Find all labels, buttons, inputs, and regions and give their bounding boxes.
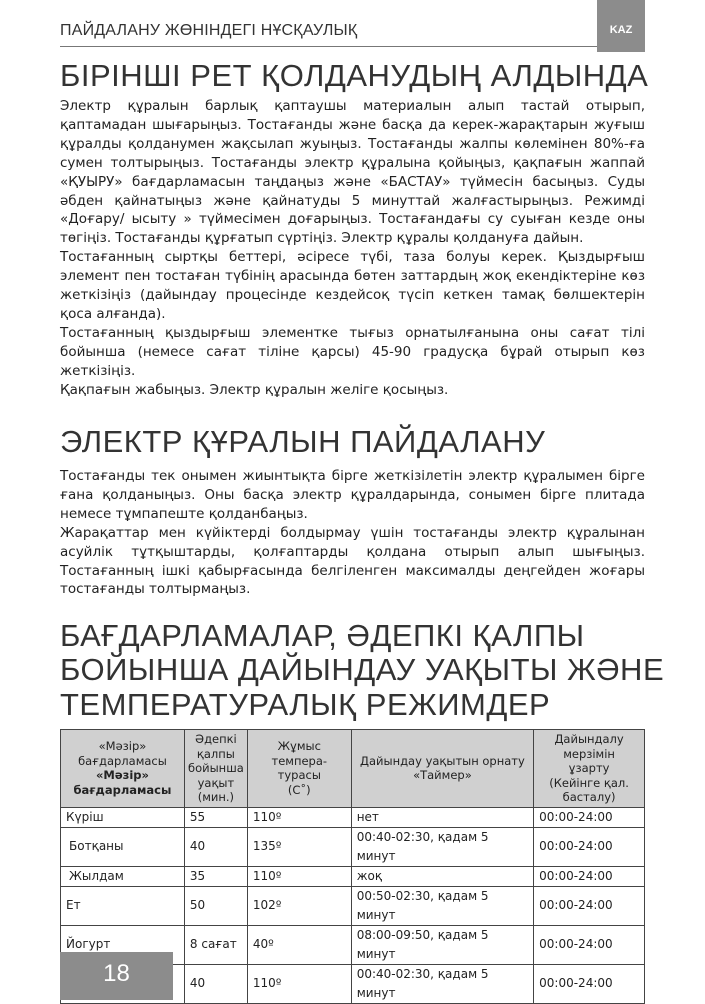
timer-range: 00:40-02:30, қадам 5 минут xyxy=(351,827,533,866)
temperature: 110º xyxy=(247,807,351,827)
header-divider xyxy=(60,46,597,47)
default-time: 55 xyxy=(184,807,247,827)
timer-range: 08:00-09:50, қадам 5 минут xyxy=(351,925,533,964)
header-menu-program: «Мәзір» бағдарламасы «Мәзір» бағдарламасы xyxy=(61,730,185,808)
paragraph: Электр құралын барлық қаптаушы материалын алып тастай отырып, қаптамадан шығарыңыз. Тостағанды және басқа да керек-жарақтарын жуғыш құралды қолданумен жақсылап жуыңыз. Тостағанды жалпы көлемінен 80%-ға сумен толтырыңыз. Тостағанды электр құралына қойыңыз, қақпағын жаппай «ҚУЫРУ» бағдарламасын таңдаңыз және «БАСТАУ» түймесін басыңыз. Суды әбден қайнатыңыз және қайнатуды 5 минуттай жалғастырыңыз. Режимді «Доғару/ ысыту » түймесімен доғарыңыз. Тостағандағы су суыған кезде оны төгіңіз. Тостағанды құрғатып сүртіңіз. Электр құралы қолдануға дайын. xyxy=(60,98,645,247)
section-title-programs-line1: БАҒДАРЛАМАЛАР, ӘДЕПКІ ҚАЛПЫ xyxy=(60,618,585,653)
header-title: ПАЙДАЛАНУ ЖӨНІНДЕГІ НҰСҚАУЛЫҚ xyxy=(60,22,358,39)
section-body-before-first-use xyxy=(60,97,645,400)
default-time: 50 xyxy=(184,886,247,925)
table-header-row xyxy=(61,730,645,808)
table-row xyxy=(61,866,645,886)
delay-range: 00:00-24:00 xyxy=(534,827,645,866)
paragraph: Тостағанның сыртқы беттері, әсіресе түбі, таза болуы керек. Қыздырғыш элемент пен тостаған түбінің арасында бөтен заттардың жоқ екендіктеріне көз жеткізіңіз (дайындау процесінде кездейсоқ түсіп кеткен тамақ бөлшектерін қоса алғанда). xyxy=(60,249,645,322)
default-time: 40 xyxy=(184,964,247,1003)
paragraph: Қақпағын жабыңыз. Электр құралын желіге қосыңыз. xyxy=(60,381,449,398)
table-row xyxy=(61,807,645,827)
program-name: Ботқаны xyxy=(61,827,185,866)
table-row xyxy=(61,886,645,925)
delay-range: 00:00-24:00 xyxy=(534,866,645,886)
header-delay-start: Дайындалу мерзімін ұзарту (Кейінге қал. басталу) xyxy=(534,730,645,808)
default-time: 35 xyxy=(184,866,247,886)
timer-range: 00:40-02:30, қадам 5 минут xyxy=(351,964,533,1003)
default-time: 40 xyxy=(184,827,247,866)
timer-range: 00:50-02:30, қадам 5 минут xyxy=(351,886,533,925)
section-title-programs-line2: БОЙЫНША ДАЙЫНДАУ УАҚЫТЫ ЖӘНЕ xyxy=(60,652,665,687)
temperature: 102º xyxy=(247,886,351,925)
default-time: 8 сағат xyxy=(184,925,247,964)
paragraph: Жарақаттар мен күйіктерді болдырмау үшін тостағанды электр құралынан асуйлік тұтқыштарды, қолғаптарды қолдана отырып алып шығыңыз. Тостағанның ішкі қабырғасында белгіленген максималды деңгейден жоғары тостағанды толтырмаңыз. xyxy=(60,524,645,598)
temperature: 110º xyxy=(247,964,351,1003)
header-timer: Дайындау уақытын орнату «Таймер» xyxy=(351,730,533,808)
table-row xyxy=(61,827,645,866)
section-title-before-first-use: БІРІНШІ РЕТ ҚОЛДАНУДЫҢ АЛДЫНДА xyxy=(60,58,649,93)
page-number: 18 xyxy=(60,952,173,1000)
paragraph: Тостағанның қыздырғыш элементке тығыз орнатылғанына оны сағат тілі бойынша (немесе сағат тіліне қарсы) 45-90 градусқа бұрай отырып көз жеткізіңіз. xyxy=(60,324,645,379)
section-title-using-device: ЭЛЕКТР ҚҰРАЛЫН ПАЙДАЛАНУ xyxy=(60,424,546,459)
temperature: 110º xyxy=(247,866,351,886)
section-body-using-device xyxy=(60,467,645,599)
header-default-time: Әдепкі қалпы бойынша уақыт (мин.) xyxy=(184,730,247,808)
paragraph: Тостағанды тек онымен жиынтықта бірге жеткізілетін электр құралымен бірге ғана қолданыңыз. Оны басқа электр құралдарында, сонымен бірге плитада немесе тұмпапеште қолданбаңыз. xyxy=(60,468,645,522)
timer-range: жоқ xyxy=(351,866,533,886)
header-temperature: Жұмыс темпера- турасы (С˚) xyxy=(247,730,351,808)
delay-range: 00:00-24:00 xyxy=(534,925,645,964)
program-name: Йогурт xyxy=(61,925,185,964)
section-title-programs-line3: ТЕМПЕРАТУРАЛЫҚ РЕЖИМДЕР xyxy=(60,687,551,722)
temperature: 135º xyxy=(247,827,351,866)
timer-range: нет xyxy=(351,807,533,827)
language-tab: KAZ xyxy=(597,0,645,52)
delay-range: 00:00-24:00 xyxy=(534,807,645,827)
delay-range: 00:00-24:00 xyxy=(534,964,645,1003)
temperature: 40º xyxy=(247,925,351,964)
program-name: Жылдам xyxy=(61,866,185,886)
program-name: Күріш xyxy=(61,807,185,827)
program-name: Ет xyxy=(61,886,185,925)
delay-range: 00:00-24:00 xyxy=(534,886,645,925)
